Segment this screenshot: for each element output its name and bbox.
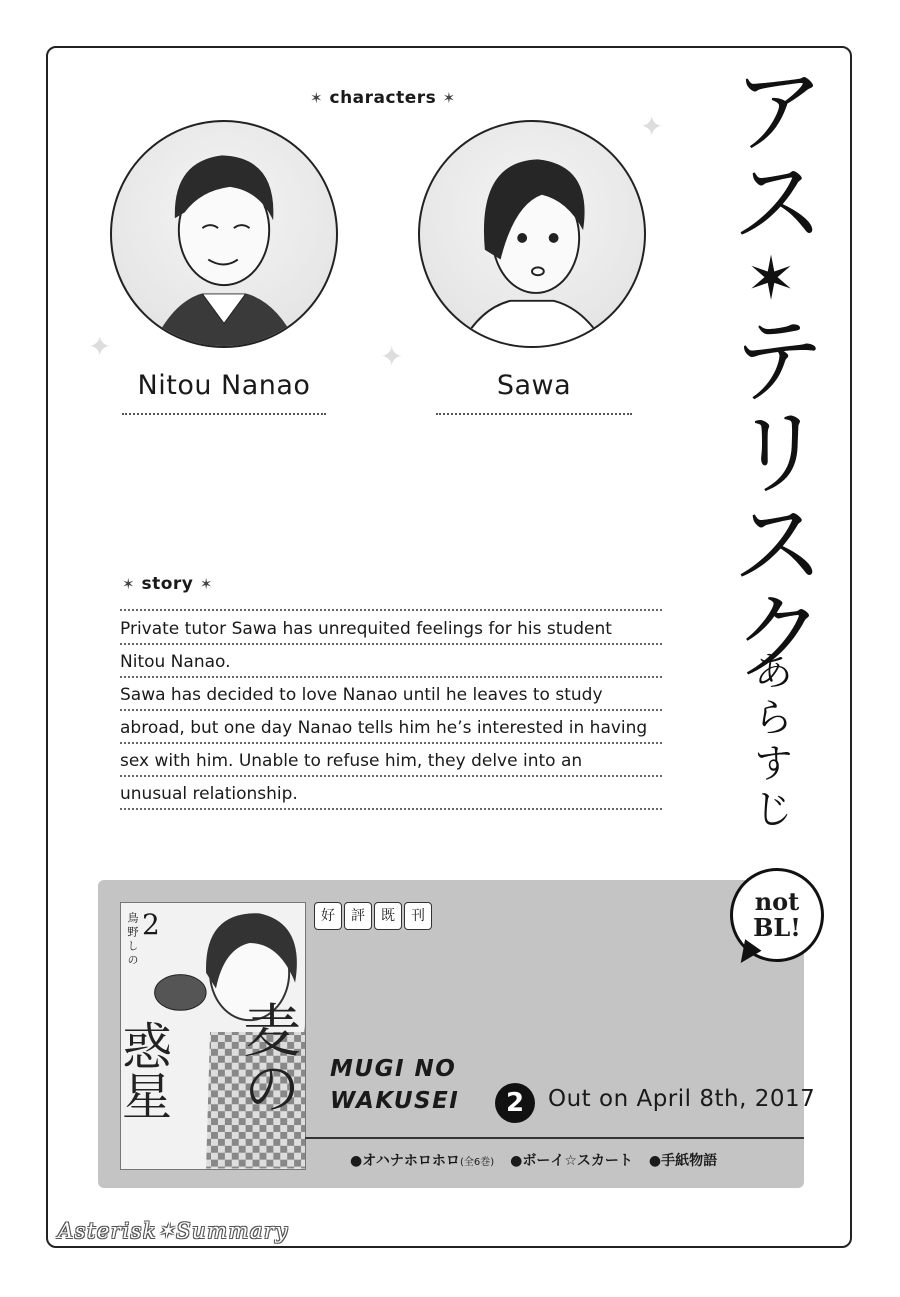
stamp-char: 評 [344,902,372,930]
vertical-subtitle: あらすじ [747,650,793,834]
title-part: アス [715,60,827,244]
other-work-item: ●ボーイ☆スカート [510,1153,633,1169]
other-work-note: (全6巻) [459,1157,495,1168]
sparkle-icon: ✦ [380,340,404,373]
sawa-portrait [418,120,646,348]
story-line: Sawa has decided to love Nanao until he leaves to study [120,677,662,711]
vertical-title [700,60,830,678]
book-title-line1: MUGI NO [330,1056,457,1082]
story-heading [122,574,213,594]
story-line: Nitou Nanao. [120,644,662,678]
stamp-char: 好 [314,902,342,930]
star-icon: ✶ [736,244,806,310]
bubble-line2: BL! [753,913,801,942]
story-line: sex with him. Unable to refuse him, they delve into an [120,743,662,777]
release-date: Out on April 8th, 2017 [548,1086,816,1112]
cover-title-left [114,1020,172,1128]
cover-title-right: 麦の [233,1000,301,1116]
other-work-item [350,1150,494,1170]
other-work-item: ●手紙物語 [648,1153,718,1169]
book-title [330,1053,459,1117]
ad-divider [305,1137,804,1139]
story-heading-label: story [141,574,194,594]
cover-author: 鳥野しの [126,912,139,968]
star-icon: ✶ [442,89,456,107]
star-icon: ✶ [199,575,213,593]
sparkle-icon: ✦ [88,330,112,363]
stamp-char: 既 [374,902,402,930]
other-work-title: ●オハナホロホロ [350,1153,460,1169]
character-name-nanao: Nitou Nanao [122,370,326,415]
story-line: unusual relationship. [120,776,662,810]
other-works-list [350,1150,717,1170]
stamp-char: 刊 [404,902,432,930]
sparkle-icon: ✦ [640,110,664,143]
volume-badge: 2 [495,1083,535,1123]
sawa-portrait-icon [420,122,644,346]
characters-heading-label: characters [329,88,437,108]
bubble-line1: not [754,887,800,916]
story-line: Private tutor Sawa has unrequited feelings for his student [120,611,662,645]
book-title-line2: WAKUSEI [330,1088,460,1114]
title-part: テリスク [715,310,827,678]
star-icon: ✶ [122,575,136,593]
cover-title-left-text: 惑星 [114,1020,172,1120]
nanao-portrait [110,120,338,348]
nanao-portrait-icon [112,122,336,346]
story-line: abroad, but one day Nanao tells him he’s interested in having [120,710,662,744]
star-icon: ✶ [310,89,324,107]
stamp-label [314,902,432,930]
cover-volume-number: 2 [142,908,160,941]
footer-label: Asterisk✶Summary [58,1219,289,1243]
characters-heading [310,88,456,108]
character-name-sawa: Sawa [436,370,632,415]
